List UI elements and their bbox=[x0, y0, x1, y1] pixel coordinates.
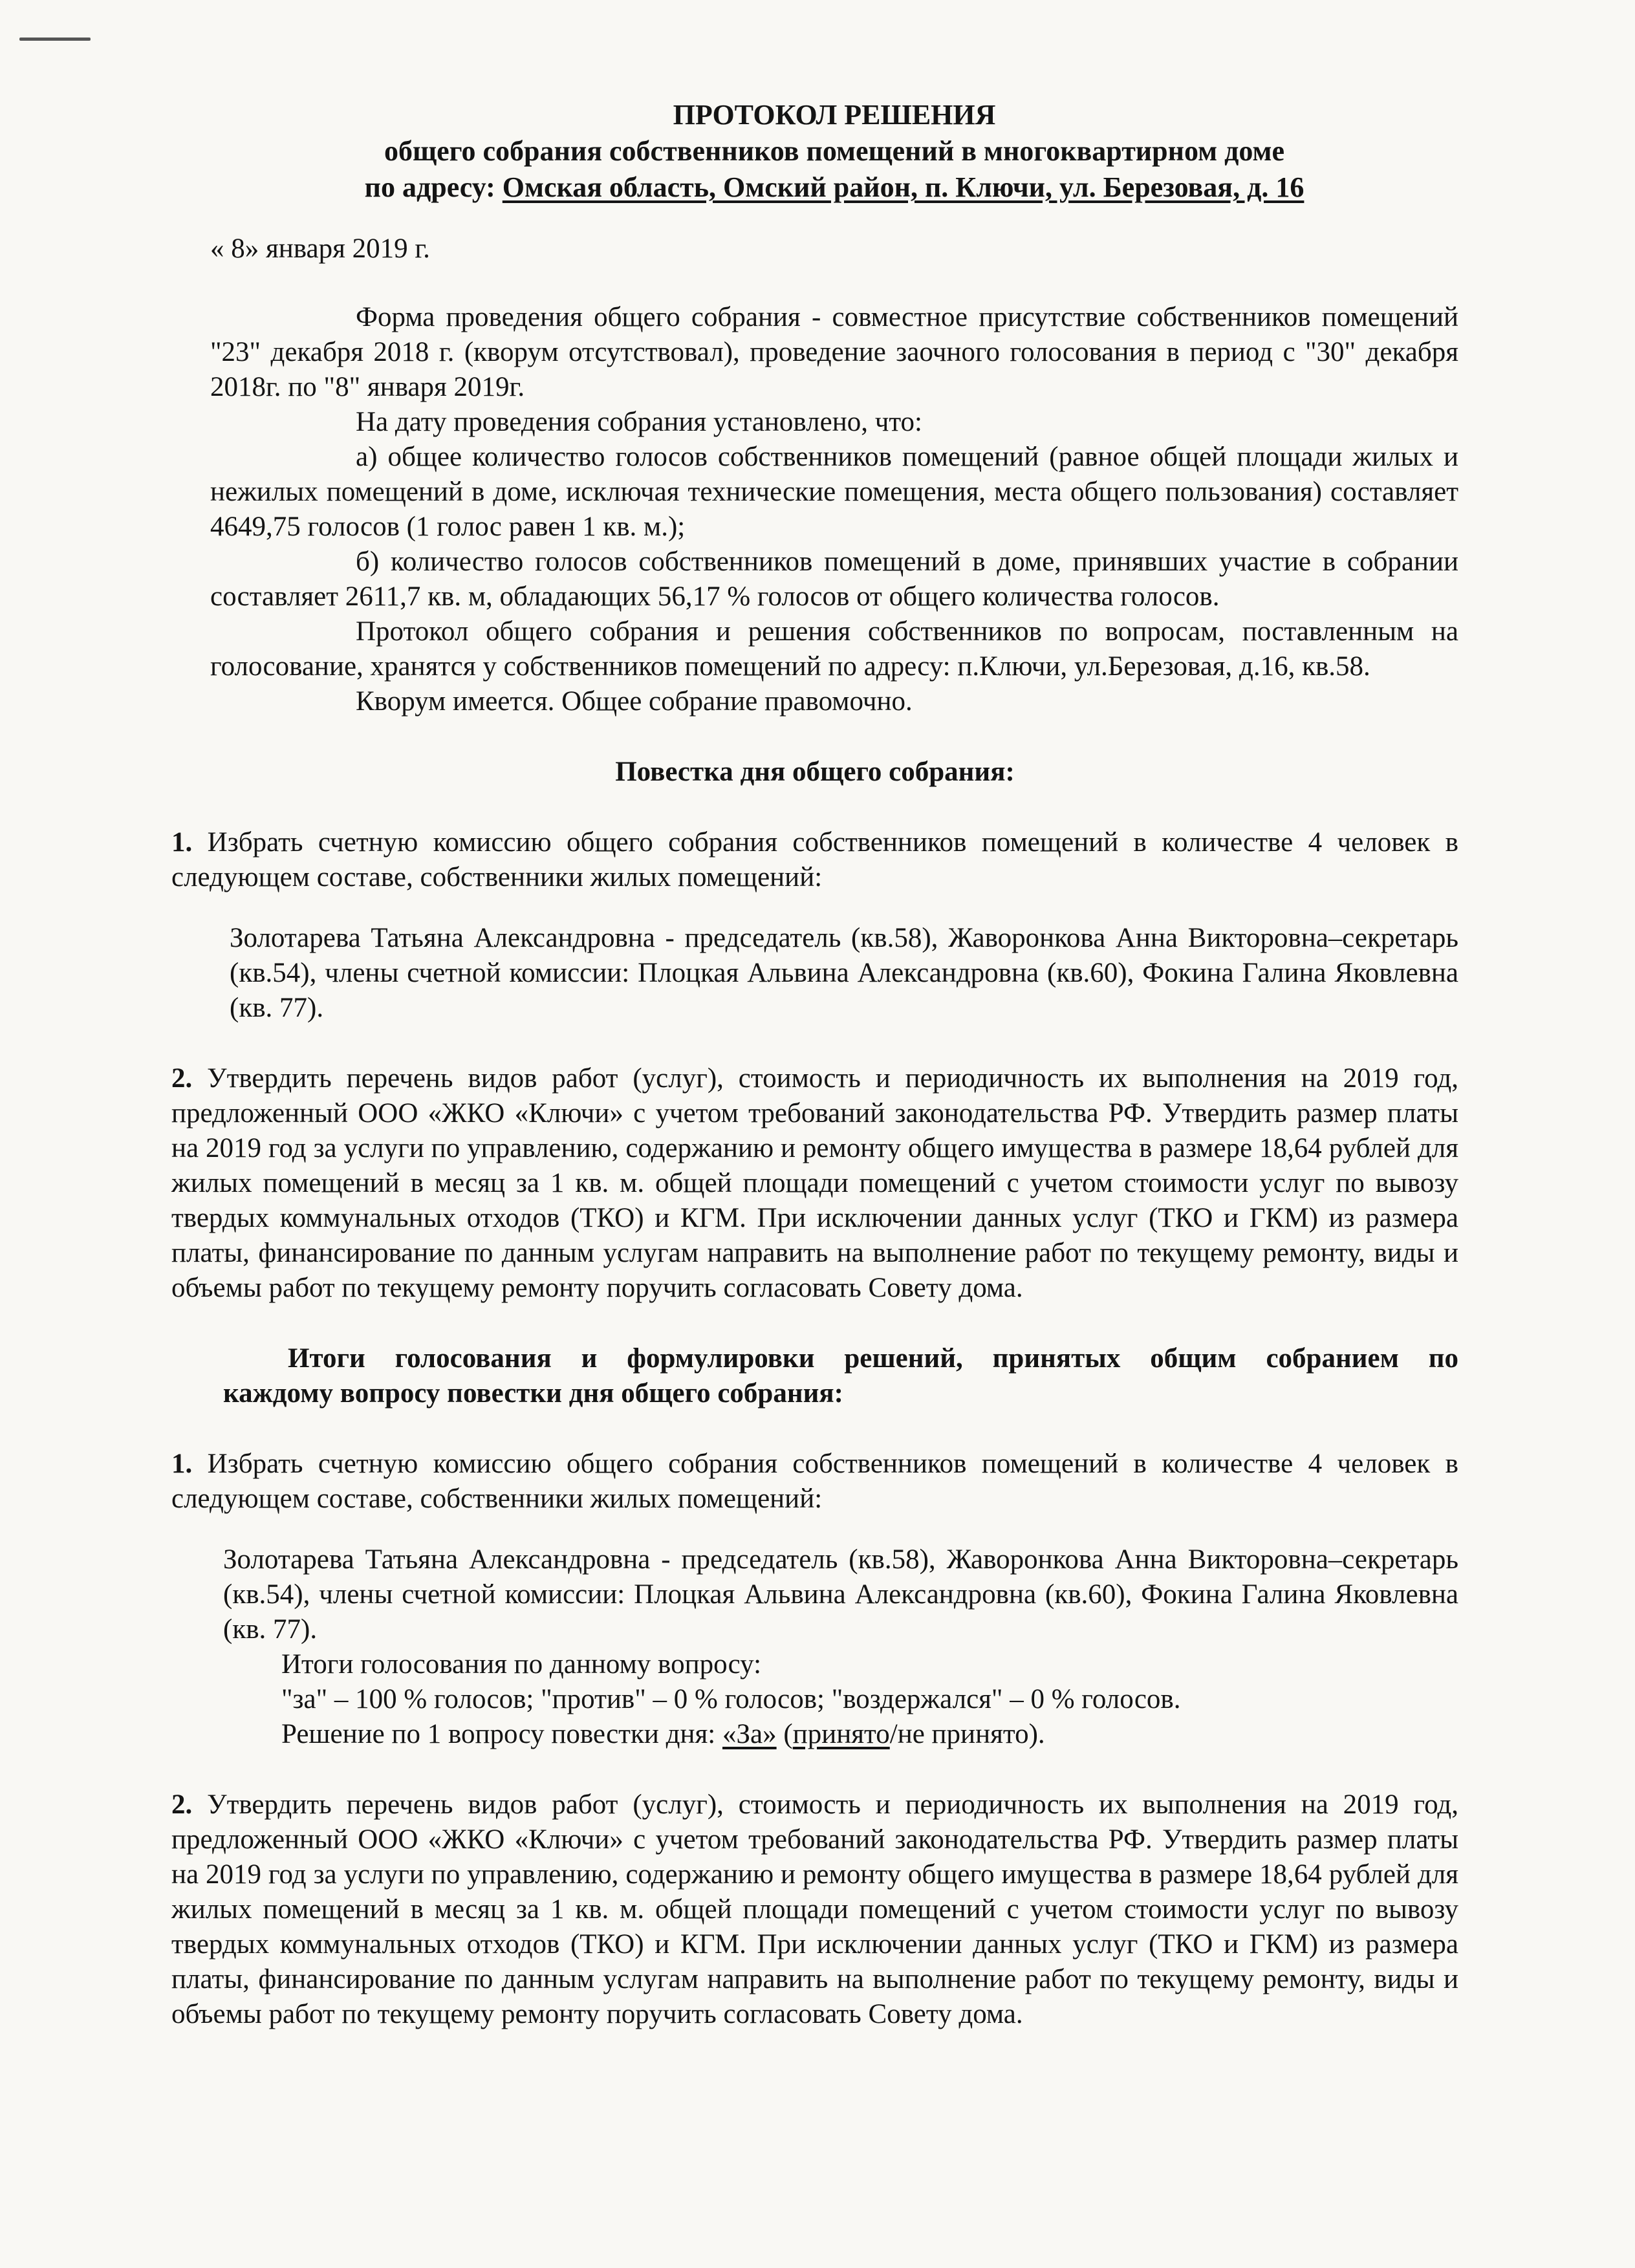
results-heading bbox=[171, 1341, 1458, 1411]
scan-edge-mark bbox=[19, 38, 91, 41]
address-value: Омская область, Омский район, п. Ключи, ул. Березовая, д. 16 bbox=[502, 171, 1305, 203]
result-item-1-people: Золотарева Татьяна Александровна - председатель (кв.58), Жаворонкова Анна Викторовна–секретарь (кв.54), члены счетной комиссии: Плоцкая Альвина Александровна (кв.60), Фокина Галина Яковлевна (кв. 77). bbox=[223, 1544, 1458, 1645]
intro-paragraph: а) общее количество голосов собственников помещений (равное общей площади жилых и нежилых помещений в доме, исключая технические помещения, места общего пользования) составляет 4649,75 голосов (1 голос равен 1 кв. м.); bbox=[210, 442, 1458, 542]
agenda-item-1-number: 1. bbox=[171, 827, 193, 858]
result-item-2-number: 2. bbox=[171, 1789, 193, 1820]
document-address-line bbox=[210, 169, 1458, 206]
intro-paragraph: б) количество голосов собственников помещений в доме, принявших участие в собрании составляет 2611,7 кв. м, обладающих 56,17 % голосов от общего количества голосов. bbox=[210, 546, 1458, 612]
intro-paragraph: Форма проведения общего собрания - совместное присутствие собственников помещений "23" декабря 2018 г. (кворум отсутствовал), проведение заочного голосования в период с "30" декабря 2018г. по "8" января 2019г. bbox=[210, 302, 1458, 402]
document-title: ПРОТОКОЛ РЕШЕНИЯ bbox=[673, 99, 996, 131]
agenda-item-1-text: Избрать счетную комиссию общего собрания собственников помещений в количестве 4 человек в следующем составе, собственники жилых помещений: bbox=[171, 827, 1458, 892]
agenda-item-2-text: Утвердить перечень видов работ (услуг), стоимость и периодичность их выполнения на 2019 год, предложенный ООО «ЖКО «Ключи» с учетом требований законодательства РФ. Утвердить размер платы на 2019 год за услуги по управлению, содержанию и ремонту общего имущества в размере 18,64 рублей для жилых помещений в месяц за 1 кв. м. общей площади помещений с учетом стоимости услуг по вывозу твердых коммунальных отходов (ТКО) и КГМ. При исключении данных услуг (ТКО и ГКМ) из размера платы, финансирование по данным услугам направить на выполнение работ по текущему ремонту, виды и объемы работ по текущему ремонту поручить согласовать Совету дома. bbox=[171, 1063, 1458, 1303]
document-header bbox=[210, 97, 1458, 206]
agenda-item-1 bbox=[171, 825, 1458, 895]
intro-paragraph: Кворум имеется. Общее собрание правомочно. bbox=[356, 686, 913, 717]
agenda-item-2-number: 2. bbox=[171, 1063, 193, 1094]
result-item-1 bbox=[171, 1447, 1458, 1517]
decision-rest: /не принято). bbox=[889, 1719, 1045, 1749]
address-prefix: по адресу: bbox=[364, 171, 503, 203]
vote-heading: Итоги голосования по данному вопросу: bbox=[281, 1649, 762, 1679]
intro-paragraph: На дату проведения собрания установлено, что: bbox=[356, 407, 922, 437]
agenda-item-1-people: Золотарева Татьяна Александровна - председатель (кв.58), Жаворонкова Анна Викторовна–секретарь (кв.54), члены счетной комиссии: Плоцкая Альвина Александровна (кв.60), Фокина Галина Яковлевна (кв. 77). bbox=[230, 923, 1458, 1023]
decision-accepted: принято bbox=[792, 1719, 890, 1749]
result-item-2 bbox=[171, 1787, 1458, 2032]
vote-results: "за" – 100 % голосов; "против" – 0 % голосов; "воздержался" – 0 % голосов. bbox=[281, 1684, 1181, 1714]
decision-prefix: Решение по 1 вопросу повестки дня: bbox=[281, 1719, 722, 1749]
results-heading-line-2: каждому вопросу повестки дня общего собрания: bbox=[223, 1378, 843, 1409]
agenda-item-2 bbox=[171, 1061, 1458, 1306]
agenda-heading: Повестка дня общего собрания: bbox=[615, 757, 1015, 787]
decision-line bbox=[171, 1717, 1458, 1752]
protocol-date: « 8» января 2019 г. bbox=[210, 233, 430, 264]
intro-paragraph: Протокол общего собрания и решения собственников по вопросам, поставленным на голосование, хранятся у собственников помещений по адресу: п.Ключи, ул.Березовая, д.16, кв.58. bbox=[210, 616, 1458, 682]
document-subtitle: общего собрания собственников помещений в многоквартирном доме bbox=[384, 135, 1285, 167]
document-page bbox=[171, 97, 1458, 2032]
decision-paren: ( bbox=[776, 1719, 793, 1749]
intro-section bbox=[210, 300, 1458, 719]
result-item-1-text: Избрать счетную комиссию общего собрания собственников помещений в количестве 4 человек в следующем составе, собственники жилых помещений: bbox=[171, 1449, 1458, 1514]
decision-value: «За» bbox=[722, 1719, 777, 1749]
result-item-1-number: 1. bbox=[171, 1449, 193, 1479]
results-heading-line-1: Итоги голосования и формулировки решений, принятых общим собранием по bbox=[288, 1343, 1458, 1374]
result-item-2-text: Утвердить перечень видов работ (услуг), стоимость и периодичность их выполнения на 2019 год, предложенный ООО «ЖКО «Ключи» с учетом требований законодательства РФ. Утвердить размер платы на 2019 год за услуги по управлению, содержанию и ремонту общего имущества в размере 18,64 рублей для жилых помещений в месяц за 1 кв. м. общей площади помещений с учетом стоимости услуг по вывозу твердых коммунальных отходов (ТКО) и КГМ. При исключении данных услуг (ТКО и ГКМ) из размера платы, финансирование по данным услугам направить на выполнение работ по текущему ремонту, виды и объемы работ по текущему ремонту поручить согласовать Совету дома. bbox=[171, 1789, 1458, 2029]
